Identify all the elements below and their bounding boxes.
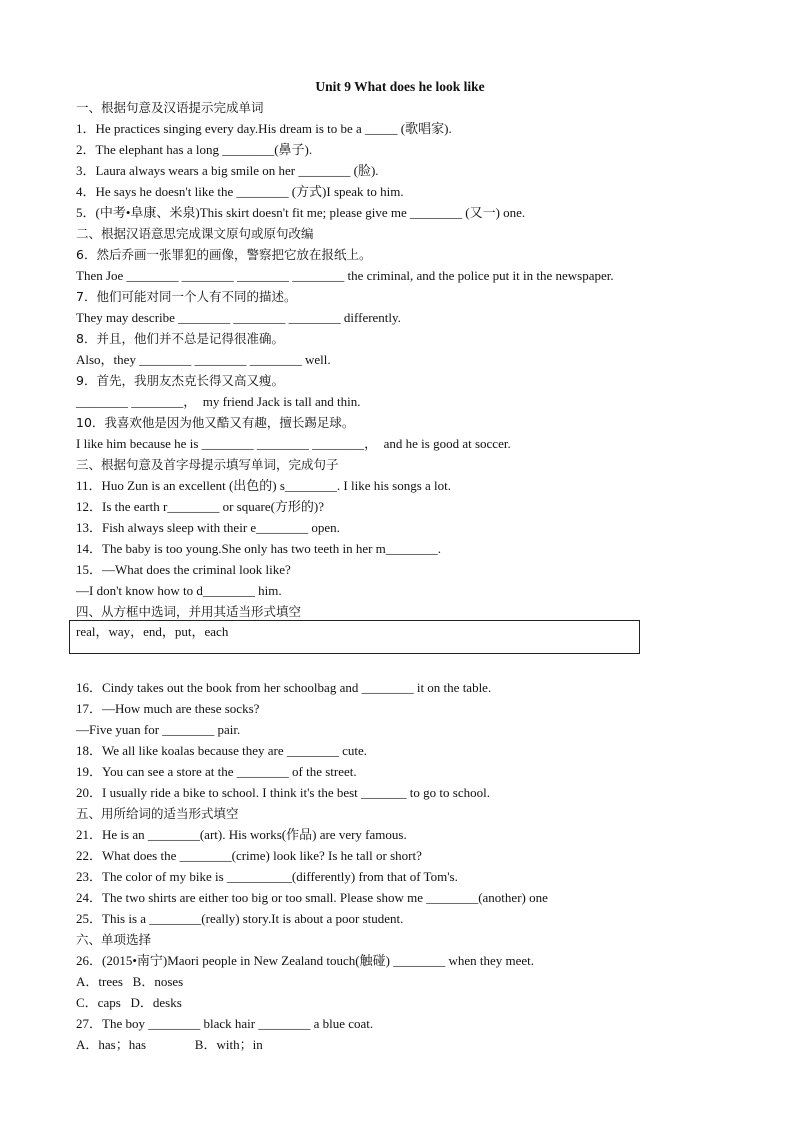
question-17: 17．—How much are these socks? (76, 701, 260, 716)
question-22: 22．What does the ________(crime) look like? Is he tall or short? (76, 848, 422, 863)
question-19: 19．You can see a store at the ________ of the street. (76, 764, 357, 779)
page-title: Unit 9 What does he look like (315, 79, 485, 94)
question-12: 12．Is the earth r________ or square(方形的)? (76, 499, 325, 514)
section-heading-5: 五、用所给词的适当形式填空 (76, 806, 239, 821)
question-21: 21．He is an ________(art). His works(作品) are very famous. (76, 827, 407, 842)
question-8: 8．并且，他们并不总是记得很准确。 (76, 331, 284, 346)
word-box (69, 620, 640, 654)
question-27-options-ab: A．has；has B．with；in (76, 1037, 263, 1052)
question-25: 25．This is a ________(really) story.It is about a poor student. (76, 911, 404, 926)
question-27: 27．The boy ________ black hair ________ a blue coat. (76, 1016, 374, 1031)
question-26: 26．(2015•南宁)Maori people in New Zealand touch(触碰) ________ when they meet. (76, 953, 534, 968)
question-11: 11．Huo Zun is an excellent (出色的) s________. I like his songs a lot. (76, 478, 452, 493)
question-26-options-ab: A．trees B．noses (76, 974, 184, 989)
question-8-answer: Also，they ________ ________ ________ well. (76, 352, 331, 367)
question-6: 6．然后乔画一张罪犯的画像，警察把它放在报纸上。 (76, 247, 372, 262)
question-4: 4．He says he doesn't like the ________ (方式)I speak to him. (76, 184, 404, 199)
question-15-answer: —I don't know how to d________ him. (76, 583, 282, 598)
section-heading-6: 六、单项选择 (76, 932, 152, 947)
question-5: 5．(中考•阜康、米泉)This skirt doesn't fit me; please give me ________ (又一) one. (76, 205, 526, 220)
question-6-answer: Then Joe ________ ________ ________ ________ the criminal, and the police put it in the newspaper. (76, 268, 614, 283)
section-heading-3: 三、根据句意及首字母提示填写单词，完成句子 (76, 457, 339, 472)
question-20: 20．I usually ride a bike to school. I think it's the best _______ to go to school. (76, 785, 490, 800)
question-15: 15．—What does the criminal look like? (76, 562, 291, 577)
question-9: 9．首先，我朋友杰克长得又高又瘦。 (76, 373, 284, 388)
section-heading-4: 四、从方框中选词，并用其适当形式填空 (76, 604, 302, 619)
section-heading-1: 一、根据句意及汉语提示完成单词 (76, 100, 264, 115)
question-17-answer: —Five yuan for ________ pair. (76, 722, 241, 737)
question-9-answer: ________ ________， my friend Jack is tall and thin. (76, 394, 361, 409)
question-26-options-cd: C．caps D．desks (76, 995, 182, 1010)
question-3: 3．Laura always wears a big smile on her ________ (脸). (76, 163, 379, 178)
question-1: 1．He practices singing every day.His dream is to be a _____ (歌唱家). (76, 121, 452, 136)
question-18: 18．We all like koalas because they are ________ cute. (76, 743, 367, 758)
section-heading-2: 二、根据汉语意思完成课文原句或原句改编 (76, 226, 314, 241)
word-box-words: real，way，end，put，each (76, 624, 229, 639)
question-24: 24．The two shirts are either too big or too small. Please show me ________(another) one (76, 890, 548, 905)
question-14: 14．The baby is too young.She only has two teeth in her m________. (76, 541, 442, 556)
question-23: 23．The color of my bike is __________(differently) from that of Tom's. (76, 869, 458, 884)
question-7-answer: They may describe ________ ________ ________ differently. (76, 310, 401, 325)
question-10: 10．我喜欢他是因为他又酷又有趣，擅长踢足球。 (76, 415, 355, 430)
question-16: 16．Cindy takes out the book from her schoolbag and ________ it on the table. (76, 680, 492, 695)
question-7: 7．他们可能对同一个人有不同的描述。 (76, 289, 297, 304)
question-13: 13．Fish always sleep with their e________ open. (76, 520, 340, 535)
question-2: 2．The elephant has a long ________(鼻子). (76, 142, 313, 157)
question-10-answer: I like him because he is ________ ________ ________， and he is good at soccer. (76, 436, 511, 451)
